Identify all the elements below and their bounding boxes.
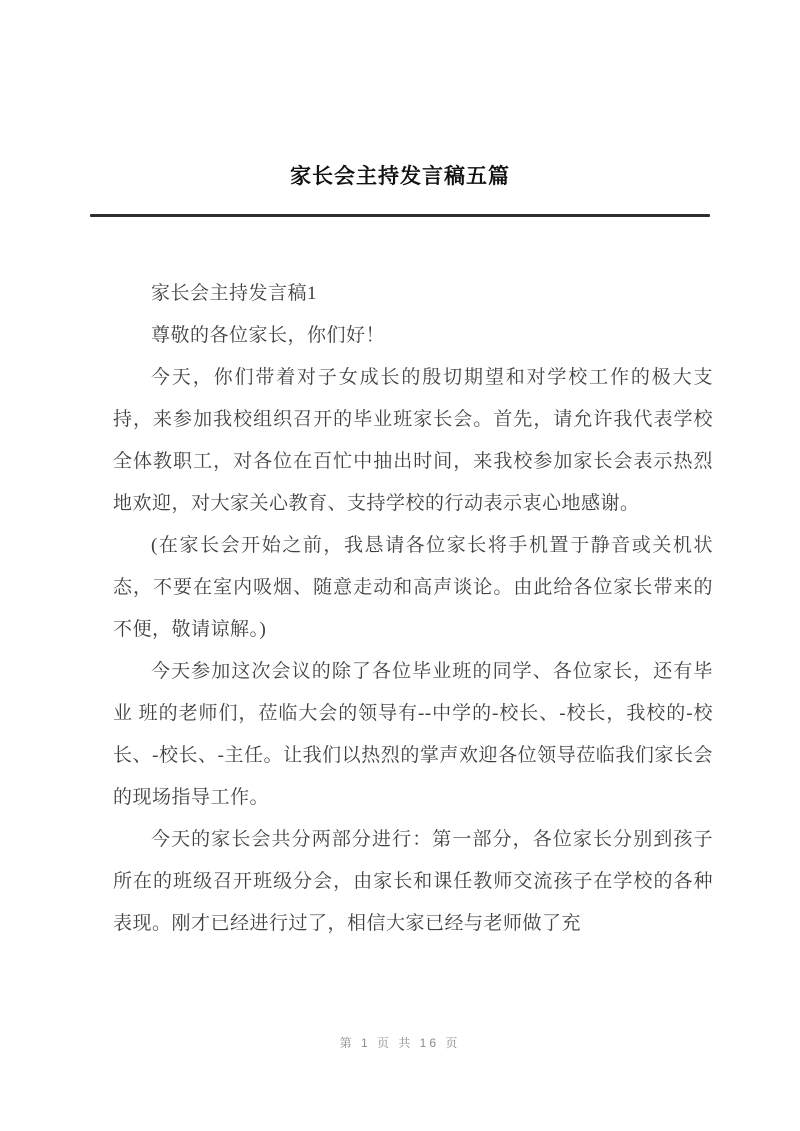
document-title: 家长会主持发言稿五篇 (290, 165, 510, 188)
paragraph-heading: 家长会主持发言稿1 (151, 283, 318, 304)
paragraph-agenda: 今天的家长会共分两部分进行：第一部分，各位家长分别到孩子所在的班级召开班级分会，由家长和课任教师交流孩子在学校的各种表现。刚才已经进行过了，相信大家已经与老师做了充 (113, 829, 713, 934)
document-body (113, 273, 713, 945)
title-divider (90, 214, 710, 217)
paragraph-welcome: 今天，你们带着对子女成长的殷切期望和对学校工作的极大支持，来参加我校组织召开的毕业班家长会。首先，请允许我代表学校全体教职工，对各位在百忙中抽出时间，来我校参加家长会表示热烈地欢迎，对大家关心教育、支持学校的行动表示衷心地感谢。 (113, 367, 713, 514)
page-footer (0, 1034, 800, 1051)
paragraph-attendees: 今天参加这次会议的除了各位毕业班的同学、各位家长，还有毕业 班的老师们，莅临大会的领导有--中学的-校长、-校长，我校的-校长、-校长、-主任。让我们以热烈的掌声欢迎各位领导莅临我们家长会的现场指导工作。 (113, 661, 713, 808)
page-number: 第 1 页 共 16 页 (339, 1036, 461, 1050)
paragraph-notice: (在家长会开始之前，我恳请各位家长将手机置于静音或关机状态，不要在室内吸烟、随意走动和高声谈论。由此给各位家长带来的不便，敬请谅解。) (113, 535, 713, 640)
paragraph-greeting: 尊敬的各位家长，你们好！ (151, 325, 386, 346)
